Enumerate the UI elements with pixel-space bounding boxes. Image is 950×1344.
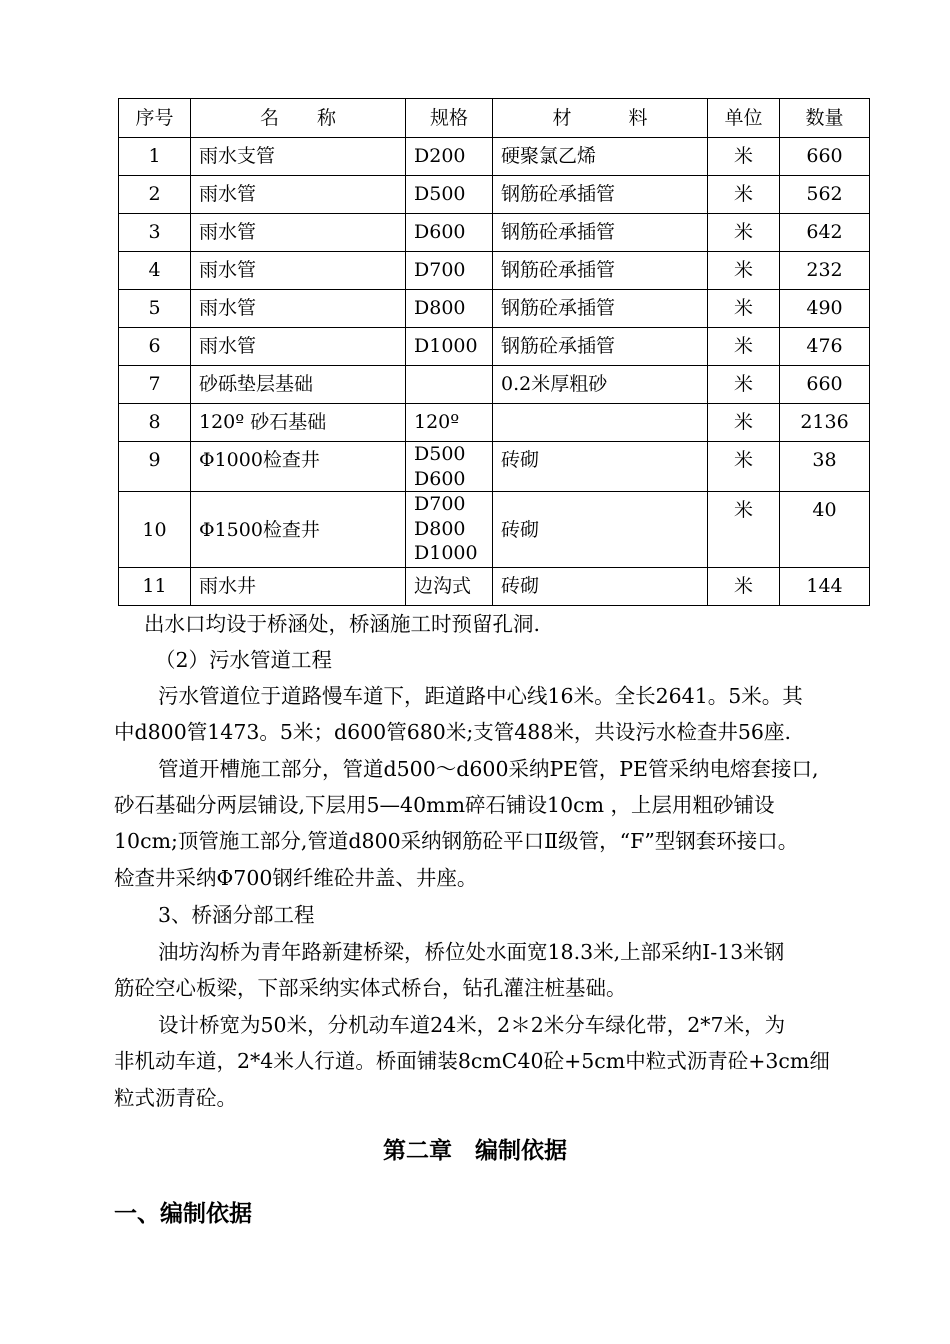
cell-no: 2	[119, 176, 191, 214]
cell-qty: 562	[780, 176, 870, 214]
cell-spec: D500 D600	[406, 442, 493, 492]
cell-unit: 米	[708, 366, 780, 404]
cell-spec: D200	[406, 138, 493, 176]
cell-qty: 660	[780, 366, 870, 404]
cell-name: 雨水管	[191, 252, 406, 290]
table-header-row	[119, 99, 870, 138]
cell-material: 钢筋砼承插管	[493, 328, 708, 366]
cell-name: 雨水井	[191, 568, 406, 606]
cell-no: 5	[119, 290, 191, 328]
cell-qty: 490	[780, 290, 870, 328]
cell-material: 钢筋砼承插管	[493, 214, 708, 252]
cell-no: 9	[119, 442, 191, 492]
materials-table	[118, 98, 870, 606]
cell-spec: D500	[406, 176, 493, 214]
cell-name: 雨水管	[191, 176, 406, 214]
table-row	[119, 138, 870, 176]
cell-spec: 120º	[406, 404, 493, 442]
cell-no: 6	[119, 328, 191, 366]
cell-unit: 米	[708, 252, 780, 290]
paragraph-trench-line2: 砂石基础分两层铺设,下层用5—40mm碎石铺设10cm ，上层用粗砂铺设	[114, 793, 775, 817]
header-unit: 单位	[708, 99, 780, 138]
paragraph-sewage-line2: 中d800管1473。5米；d600管680米;支管488米，共设污水检查井56座.	[114, 720, 791, 744]
cell-unit: 米	[708, 176, 780, 214]
table-row	[119, 214, 870, 252]
cell-no: 7	[119, 366, 191, 404]
header-no: 序号	[119, 99, 191, 138]
cell-name: 雨水支管	[191, 138, 406, 176]
cell-name: 雨水管	[191, 328, 406, 366]
cell-unit: 米	[708, 290, 780, 328]
cell-spec	[406, 366, 493, 404]
cell-spec: 边沟式	[406, 568, 493, 606]
cell-no: 10	[119, 492, 191, 568]
paragraph-bridge-line1: 油坊沟桥为青年路新建桥梁，桥位处水面宽18.3米,上部采纳I-13米钢	[158, 940, 785, 964]
cell-unit: 米	[708, 492, 780, 568]
cell-qty: 40	[780, 492, 870, 568]
section-heading: 一、编制依据	[114, 1201, 252, 1227]
cell-no: 8	[119, 404, 191, 442]
paragraph-width-line1: 设计桥宽为50米，分机动车道24米，2＊2米分车绿化带，2*7米，为	[158, 1013, 786, 1037]
cell-material: 钢筋砼承插管	[493, 252, 708, 290]
cell-qty: 476	[780, 328, 870, 366]
cell-material: 钢筋砼承插管	[493, 176, 708, 214]
cell-no: 3	[119, 214, 191, 252]
cell-unit: 米	[708, 442, 780, 492]
cell-qty: 38	[780, 442, 870, 492]
header-name: 名 称	[191, 99, 406, 138]
cell-material	[493, 404, 708, 442]
cell-name: 雨水管	[191, 214, 406, 252]
cell-unit: 米	[708, 328, 780, 366]
cell-qty: 660	[780, 138, 870, 176]
cell-spec: D700 D800 D1000	[406, 492, 493, 568]
table-row	[119, 442, 870, 492]
header-material: 材 料	[493, 99, 708, 138]
cell-material: 砖砌	[493, 442, 708, 492]
paragraph-trench-line3: 10cm;顶管施工部分,管道d800采纳钢筋砼平口Ⅱ级管，“F”型钢套环接口。	[114, 829, 799, 853]
paragraph-bridge-line2: 筋砼空心板梁，下部采纳实体式桥台，钻孔灌注桩基础。	[114, 976, 627, 1000]
table-row	[119, 366, 870, 404]
paragraph-trench-line1: 管道开槽施工部分，管道d500～d600采纳PE管，PE管采纳电熔套接口,	[158, 757, 819, 781]
cell-no: 11	[119, 568, 191, 606]
cell-name: Φ1000检查井	[191, 442, 406, 492]
cell-name: Φ1500检查井	[191, 492, 406, 568]
cell-material: 钢筋砼承插管	[493, 290, 708, 328]
table-row	[119, 290, 870, 328]
cell-unit: 米	[708, 214, 780, 252]
table-row	[119, 252, 870, 290]
cell-spec: D600	[406, 214, 493, 252]
paragraph-outlet-note: 出水口均设于桥涵处，桥涵施工时预留孔洞.	[144, 612, 541, 636]
paragraph-width-line3: 粒式沥青砼。	[114, 1086, 237, 1110]
cell-qty: 144	[780, 568, 870, 606]
cell-name: 雨水管	[191, 290, 406, 328]
cell-spec: D700	[406, 252, 493, 290]
table-row	[119, 492, 870, 568]
table-row	[119, 328, 870, 366]
cell-qty: 642	[780, 214, 870, 252]
table-row	[119, 404, 870, 442]
cell-spec: D800	[406, 290, 493, 328]
cell-material: 砖砌	[493, 492, 708, 568]
cell-material: 硬聚氯乙烯	[493, 138, 708, 176]
cell-unit: 米	[708, 568, 780, 606]
cell-no: 4	[119, 252, 191, 290]
header-spec: 规格	[406, 99, 493, 138]
cell-spec: D1000	[406, 328, 493, 366]
table-row	[119, 176, 870, 214]
subsection-sewage: （2）污水管道工程	[155, 648, 333, 672]
cell-unit: 米	[708, 138, 780, 176]
cell-qty: 2136	[780, 404, 870, 442]
subsection-bridge: 3、桥涵分部工程	[158, 903, 315, 927]
paragraph-sewage-line1: 污水管道位于道路慢车道下，距道路中心线16米。全长2641。5米。其	[158, 684, 803, 708]
cell-name: 120º 砂石基础	[191, 404, 406, 442]
cell-name: 砂砾垫层基础	[191, 366, 406, 404]
cell-no: 1	[119, 138, 191, 176]
chapter-heading: 第二章 编制依据	[383, 1138, 567, 1164]
table-row	[119, 568, 870, 606]
cell-unit: 米	[708, 404, 780, 442]
paragraph-width-line2: 非机动车道，2*4米人行道。桥面铺装8cmC40砼+5cm中粒式沥青砼+3cm细	[114, 1049, 830, 1073]
header-qty: 数量	[780, 99, 870, 138]
cell-material: 0.2米厚粗砂	[493, 366, 708, 404]
cell-qty: 232	[780, 252, 870, 290]
cell-material: 砖砌	[493, 568, 708, 606]
paragraph-trench-line4: 检查井采纳Φ700钢纤维砼井盖、井座。	[114, 866, 478, 890]
